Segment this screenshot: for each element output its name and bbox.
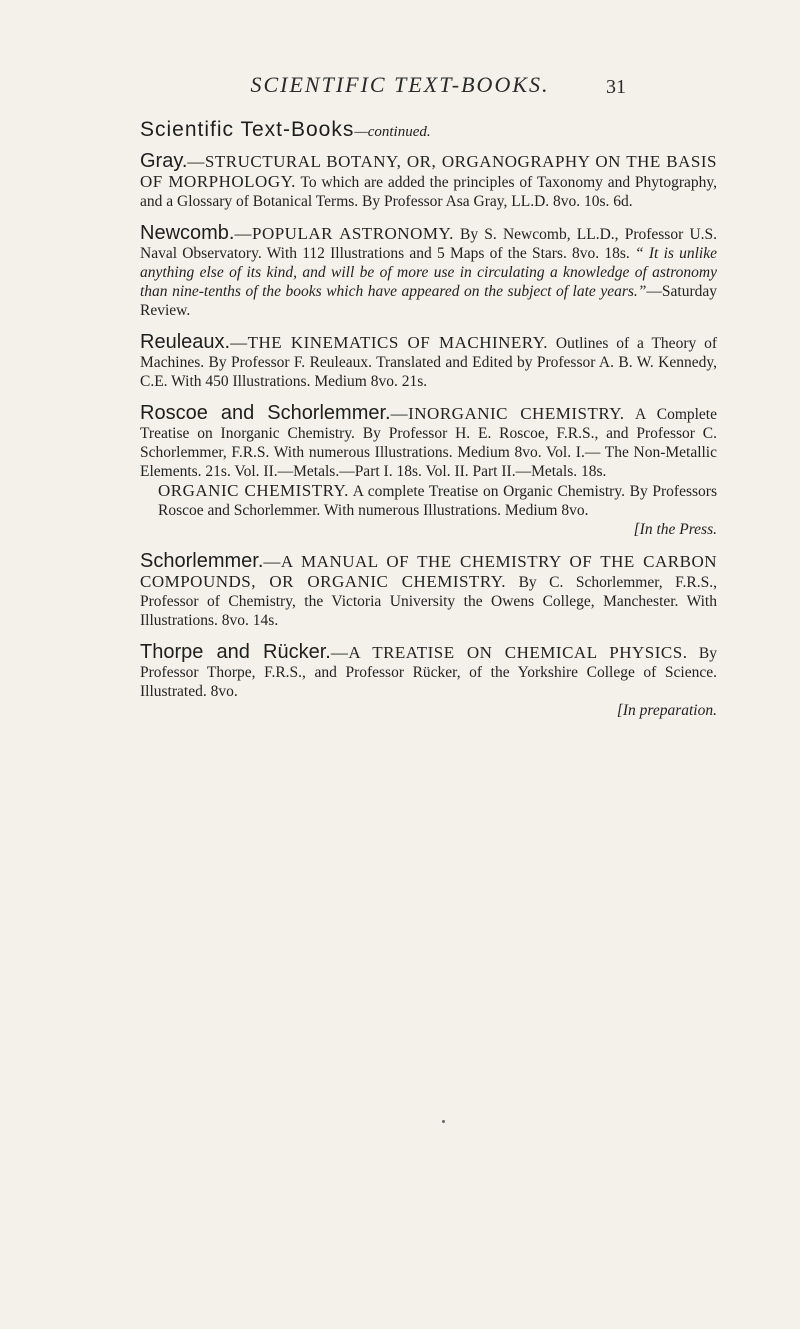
entry-schorlemmer bbox=[140, 552, 717, 630]
review-quote: “ It is unlike anything else of its kind, and will be of more use in circulating a knowledge of astronomy than nine-tenths of the books which have appeared on the subject of late years.” bbox=[140, 245, 717, 300]
entry-body: To which are added the principles of Taxonomy and Phytography, and a Glossary of Botanical Terms. By Professor Asa Gray, LL.D. 8vo. 10s. 6d. bbox=[140, 174, 717, 210]
entry-author: Roscoe and Schorlemmer. bbox=[140, 402, 391, 424]
publication-note: [In preparation. bbox=[616, 702, 717, 719]
running-head: SCIENTIFIC TEXT-BOOKS. bbox=[250, 72, 550, 97]
entry-title: —A TREATISE ON CHEMICAL PHYSICS. bbox=[330, 643, 688, 662]
entry-body: A Complete Treatise on Inorganic Chemistry. By Professor H. E. Roscoe, F.R.S., and Professor C. Schorlemmer, F.R.S. With numerous Illustrations. Medium 8vo. Vol. I.— The Non-Metallic Elements. 21s. Vol. II.—Metals.—Part I. 18s. Vol. II. Part II.—Metals. 18s. bbox=[140, 406, 717, 480]
entry-title: —A MANUAL OF THE CHEMISTRY OF THE CARBON COMPOUNDS, OR ORGANIC CHEMISTRY. bbox=[140, 552, 717, 591]
entry-author: Schorlemmer. bbox=[140, 550, 264, 572]
entry-author: Reuleaux. bbox=[140, 331, 231, 353]
entry-author: Newcomb. bbox=[140, 222, 235, 244]
entry-author: Gray. bbox=[140, 150, 188, 172]
sub-entry-body: A complete Treatise on Organic Chemistry. By Professors Roscoe and Schorlemmer. With numerous Illustrations. Medium 8vo. bbox=[158, 483, 717, 519]
entry-body: Outlines of a Theory of Machines. By Professor F. Reuleaux. Translated and Edited by Professor A. B. W. Kennedy, C.E. With 450 Illustrations. Medium 8vo. 21s. bbox=[140, 335, 717, 390]
review-source: —Saturday Review. bbox=[140, 283, 717, 319]
entry-title: —INORGANIC CHEMISTRY. bbox=[390, 404, 625, 423]
catalogue-content bbox=[140, 118, 717, 733]
section-title-text: Scientific Text-Books bbox=[140, 118, 355, 141]
publication-note: [In the Press. bbox=[633, 521, 717, 538]
entry-author: Thorpe and Rücker. bbox=[140, 641, 331, 663]
section-continued: —continued. bbox=[354, 124, 431, 140]
page-number: 31 bbox=[606, 76, 626, 98]
entry-newcomb bbox=[140, 224, 717, 320]
entry-body: By C. Schorlemmer, F.R.S., Professor of Chemistry, the Victoria University the Owens College, Manchester. With Illustrations. 8vo. 14s. bbox=[140, 574, 717, 629]
entry-roscoe-schorlemmer bbox=[140, 404, 717, 539]
ink-dot bbox=[442, 1120, 445, 1123]
entry-body: By S. Newcomb, LL.D., Professor U.S. Naval Observatory. With 112 Illustrations and 5 Maps of the Stars. 8vo. 18s. bbox=[140, 226, 718, 262]
entry-reuleaux bbox=[140, 333, 717, 391]
entry-title: —THE KINEMATICS OF MACHINERY. bbox=[230, 333, 549, 352]
entry-title: —STRUCTURAL BOTANY, OR, ORGANOGRAPHY ON THE BASIS OF MORPHOLOGY. bbox=[140, 152, 717, 191]
entry-body: By Professor Thorpe, F.R.S., and Professor Rücker, of the Yorkshire College of Science. Illustrated. 8vo. bbox=[140, 645, 717, 700]
section-title bbox=[140, 118, 717, 142]
entry-thorpe-rucker bbox=[140, 643, 717, 720]
entry-title: —POPULAR ASTRONOMY. bbox=[234, 224, 454, 243]
sub-entry-organic-chemistry bbox=[140, 481, 717, 539]
sub-entry-title: ORGANIC CHEMISTRY. bbox=[158, 481, 349, 500]
entry-gray bbox=[140, 152, 717, 211]
